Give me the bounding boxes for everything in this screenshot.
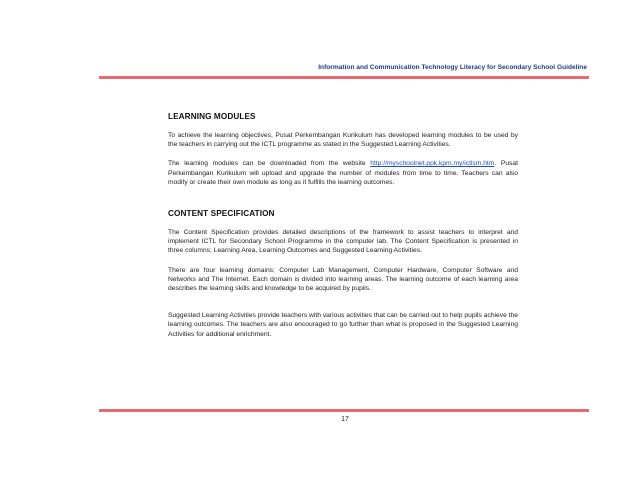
modules-download-link[interactable]: http://myschoolnet.ppk.kpm.my/ictlsm.htm [370, 160, 495, 168]
learning-modules-paragraph-2-text-b: . Pusat Perkembangan Kurikulum will upload and upgrade the number of modules from time to time. Teachers can also modify or create their own module as long as it fulfills the learning outcomes. [168, 160, 518, 186]
learning-modules-paragraph-2-text-a: The learning modules can be downloaded from the website [168, 160, 371, 168]
content-specification-paragraph-1: The Content Specification provides detailed descriptions of the framework to assist teachers to interpret and implement ICTL for Secondary School Programme in the computer lab. The Content Specification is presented in three columns; Learning Area, Learning Outcomes and Suggested Learning Activities. [168, 229, 518, 255]
footer-divider [99, 409, 589, 412]
learning-modules-heading: LEARNING MODULES [168, 112, 256, 121]
content-specification-heading: CONTENT SPECIFICATION [168, 209, 275, 219]
learning-modules-paragraph-2 [168, 159, 518, 187]
page-number: 17 [341, 416, 349, 423]
content-specification-paragraph-3: Suggested Learning Activities provide teachers with various activities that can be carried out to help pupils achieve the learning outcomes. The teachers are also encouraged to go further than what is proposed in the Suggested Learning Activities for additional enrichment. [168, 312, 518, 338]
document-header-title: Information and Communication Technology Literacy for Secondary School Guideline [318, 64, 587, 71]
content-specification-paragraph-2: There are four learning domains; Computer Lab Management, Computer Hardware, Computer Software and Networks and The Internet. Each domain is divided into learning areas. The learning outcome of each learning area describes the learning skills and knowledge to be acquired by pupils. [168, 266, 518, 293]
learning-modules-paragraph-1: To achieve the learning objectives, Pusat Perkembangan Kurikulum has developed learning modules to be used by the teachers in carrying out the ICTL programme as stated in the Suggested Learning Activities. [168, 132, 518, 149]
header-divider [99, 76, 589, 79]
page-content [168, 112, 518, 339]
